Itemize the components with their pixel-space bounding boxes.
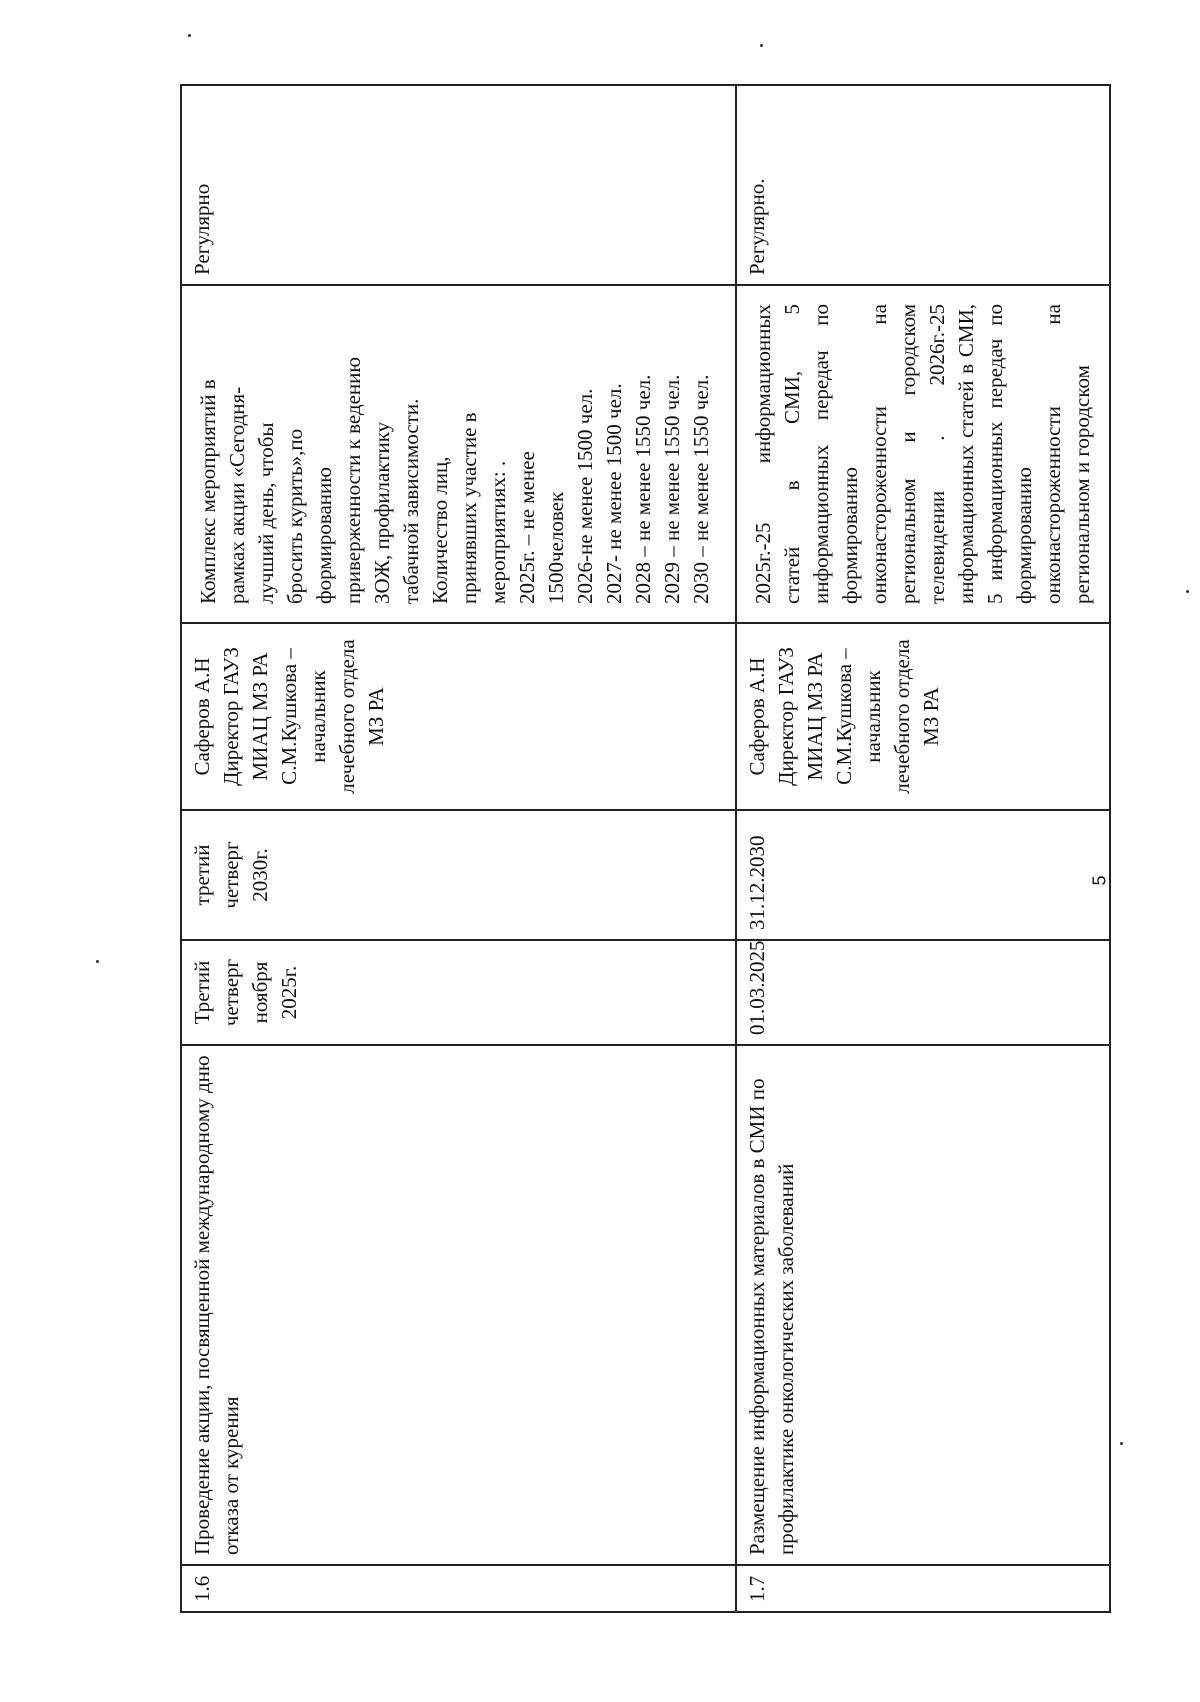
row-number: 1.7 xyxy=(736,1565,1110,1612)
result-line: 2029 – не менее 1550 чел. xyxy=(660,374,684,604)
scan-speck xyxy=(1120,1442,1123,1445)
responsible-persons: Саферов А.Н Директор ГАУЗ МИАЦ МЗ РА С.М.Кушкова – начальник лечебного отдела МЗ РА xyxy=(736,623,1110,810)
scan-speck xyxy=(1186,590,1189,593)
activity-plan-table xyxy=(180,84,1111,1613)
rotated-table-wrapper xyxy=(180,86,1094,1613)
expected-result xyxy=(736,285,1110,623)
result-line: 1500человек xyxy=(544,491,568,604)
row-number: 1.6 xyxy=(181,1565,736,1612)
result-line: принявших участие в xyxy=(457,412,481,604)
start-date: 01.03.2025 xyxy=(736,940,1110,1045)
result-line: 2026-не менее 1500 чел. xyxy=(573,388,597,604)
scan-speck xyxy=(188,34,191,37)
result-line: бросить курить»,по xyxy=(283,428,307,604)
end-date: третий четверг 2030г. xyxy=(181,810,736,940)
scan-speck xyxy=(96,960,99,963)
page-number: 5 xyxy=(1089,875,1110,886)
result-line: формированию xyxy=(312,467,336,604)
result-line: ЗОЖ, профилактику xyxy=(370,421,394,604)
start-date: Третий четверг ноября 2025г. xyxy=(181,940,736,1045)
result-line: мероприятиях: . xyxy=(486,460,510,604)
result-line: 2030 – не менее 1550 чел. xyxy=(689,374,713,604)
result-line: Количество лиц, xyxy=(428,456,452,604)
table-row xyxy=(181,85,736,1612)
frequency: Регулярно xyxy=(181,85,736,285)
activity-title: Размещение информационных материалов в СМИ по профилактике онкологических заболеваний xyxy=(736,1045,1110,1565)
result-line: 2025г. – не менее xyxy=(515,451,539,604)
end-date: 31.12.2030 xyxy=(736,810,1110,940)
responsible-persons: Саферов А.Н Директор ГАУЗ МИАЦ МЗ РА С.М.Кушкова – начальник лечебного отдела МЗ РА xyxy=(181,623,736,810)
activity-title: Проведение акции, посвященной международному дню отказа от курения xyxy=(181,1045,736,1565)
result-line: Комплекс мероприятий в xyxy=(196,379,220,604)
result-line: приверженности к ведению xyxy=(341,356,365,604)
result-line: 2027- не менее 1500 чел. xyxy=(602,383,626,604)
table-row xyxy=(736,85,1110,1612)
result-line: лучший день, чтобы xyxy=(254,422,278,604)
expected-result xyxy=(181,285,736,623)
result-lines xyxy=(188,295,722,613)
result-line: табачной зависимости. xyxy=(399,398,423,604)
result-line: 2028 – не менее 1550 чел. xyxy=(631,374,655,604)
frequency: Регулярно. xyxy=(736,85,1110,285)
scan-speck xyxy=(760,44,763,47)
result-text: 2025г.-25 информационных статей в СМИ, 5 информационных передач по формированию онконастороженности на региональном и городском телевидении . 2026г.-25 информационных статей в СМИ, 5 информационных передач по формированию онконастороженности на региональном и городском xyxy=(751,304,1094,604)
result-line: рамках акции «Сегодня- xyxy=(225,386,249,604)
